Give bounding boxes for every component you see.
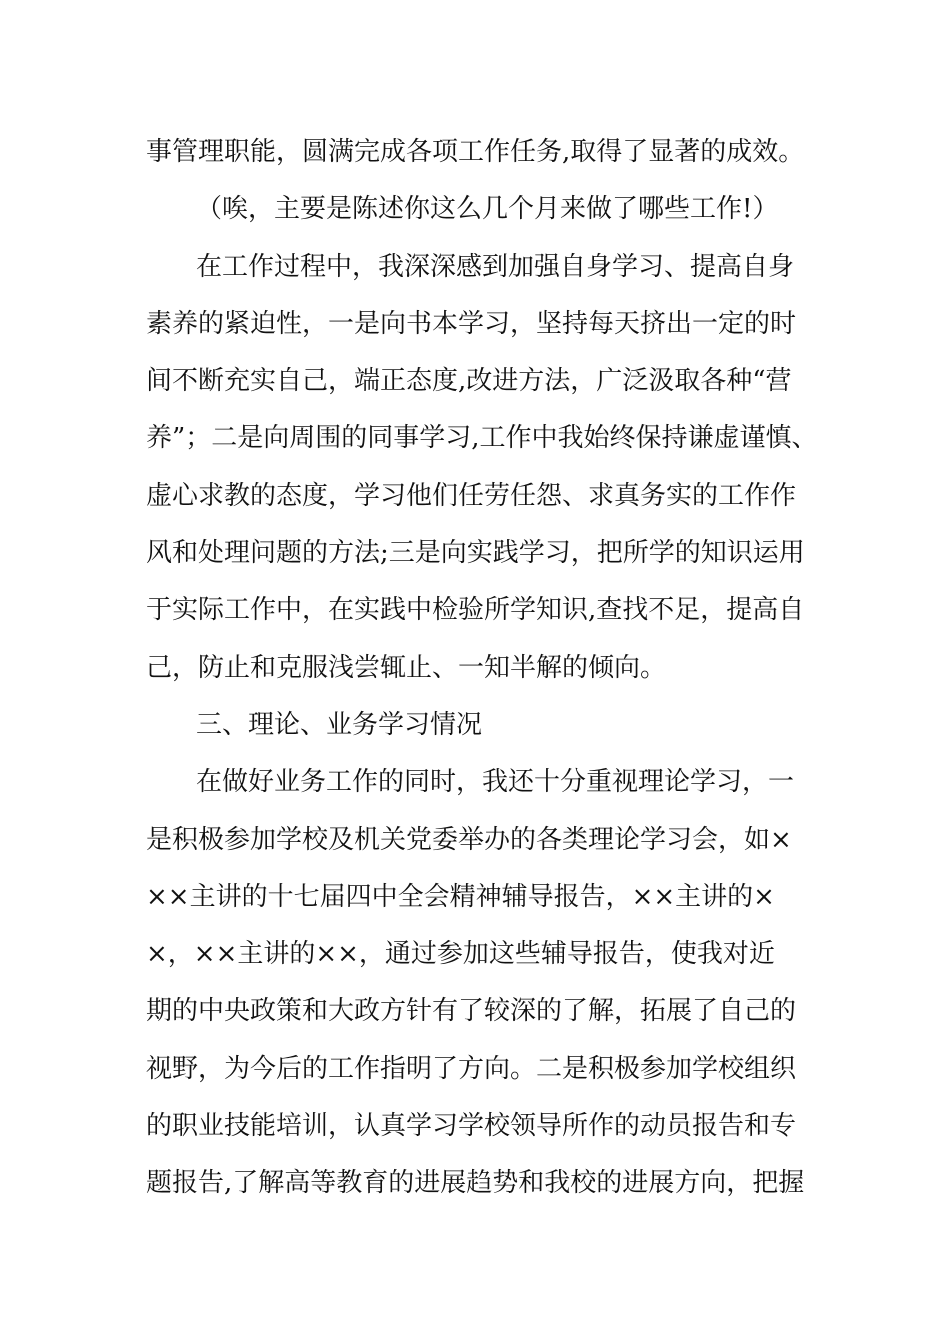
section-heading: 三、理论、业务学习情况 (196, 709, 483, 740)
text-line: ×，××主讲的××，通过参加这些辅导报告，使我对近 (146, 939, 775, 970)
text-line: 间不断充实自己，端正态度,改进方法，广泛汲取各种“营 (146, 366, 792, 397)
text-line: 视野，为今后的工作指明了方向。二是积极参加学校组织 (146, 1053, 797, 1084)
paragraph-start: 在做好业务工作的同时，我还十分重视理论学习，一 (196, 767, 795, 798)
text-line: 的职业技能培训，认真学习学校领导所作的动员报告和专 (146, 1111, 797, 1142)
text-line: ××主讲的十七届四中全会精神辅导报告，××主讲的× (146, 881, 775, 912)
text-line: 虚心求教的态度，学习他们任劳任怨、求真务实的工作作 (146, 480, 797, 511)
text-line: 题报告,了解高等教育的进展趋势和我校的进展方向，把握 (146, 1168, 805, 1199)
text-line: 素养的紧迫性，一是向书本学习，坚持每天挤出一定的时 (146, 308, 797, 339)
text-line: 是积极参加学校及机关党委举办的各类理论学习会，如× (146, 824, 792, 855)
text-line: 事管理职能，圆满完成各项工作任务,取得了显著的成效。 (146, 137, 805, 167)
text-line: 风和处理问题的方法;三是向实践学习，把所学的知识运用 (146, 538, 805, 569)
text-line: 期的中央政策和大政方针有了较深的了解，拓展了自己的 (146, 996, 797, 1027)
text-line: 于实际工作中，在实践中检验所学知识,查找不足，提高自 (146, 595, 805, 626)
text-line: 养”；二是向周围的同事学习,工作中我始终保持谦虚谨慎、 (146, 423, 818, 454)
text-line: （唉，主要是陈述你这么几个月来做了哪些工作!） (196, 194, 779, 225)
paragraph-start: 在工作过程中，我深深感到加强自身学习、提高自身 (196, 251, 795, 282)
document-body (146, 124, 816, 1213)
text-line: 己，防止和克服浅尝辄止、一知半解的倾向。 (146, 652, 667, 683)
